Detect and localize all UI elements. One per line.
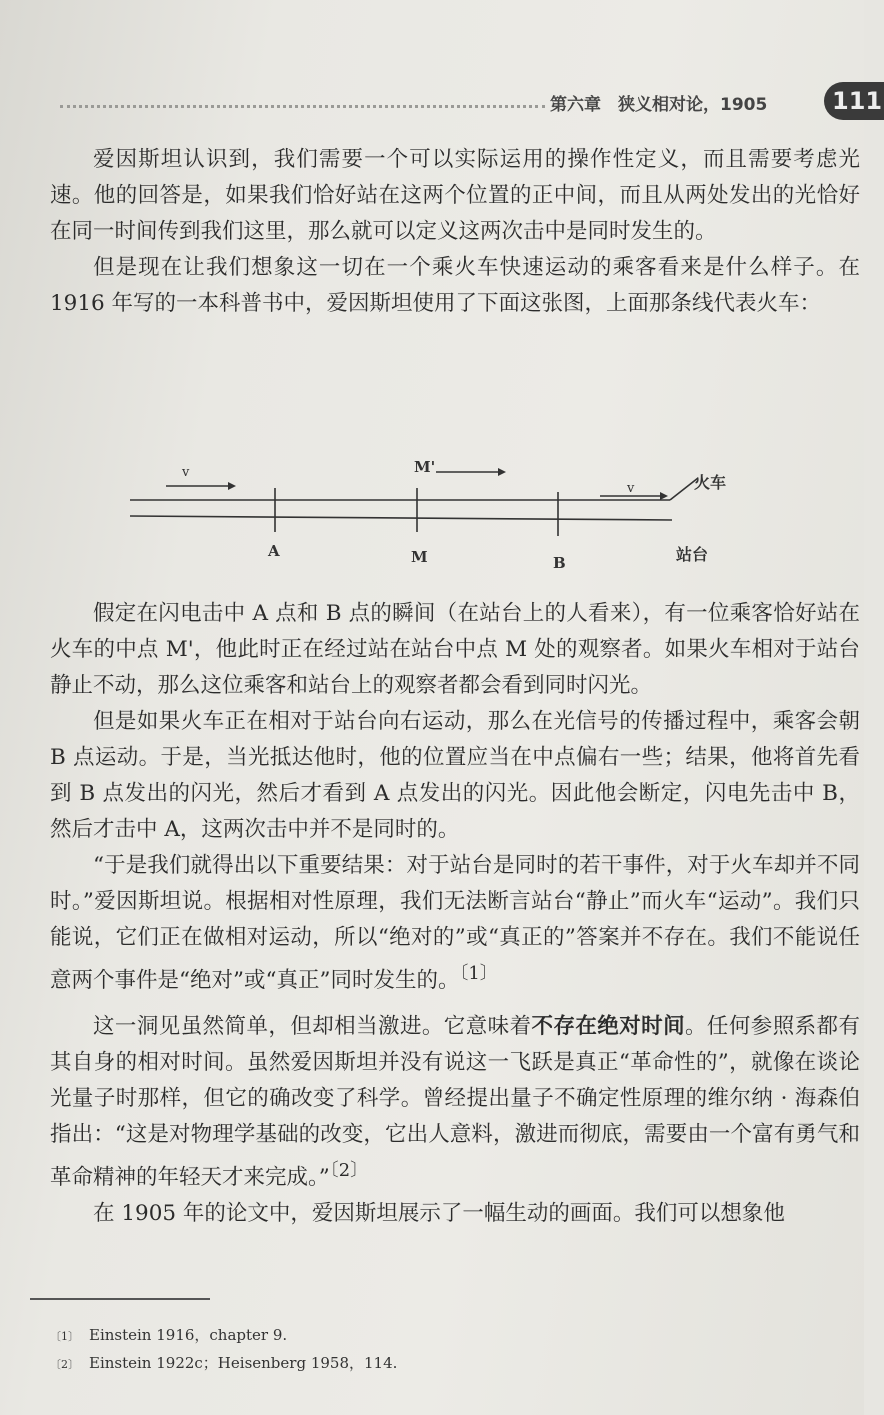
label-m-prime: M' [414, 458, 436, 476]
paragraph: 但是现在让我们想象这一切在一个乘火车快速运动的乘客看来是什么样子。在 1916 年写的一本科普书中，爱因斯坦使用了下面这张图，上面那条线代表火车： [50, 255, 860, 316]
footnote-ref-2[interactable]: 〔2〕 [329, 1160, 368, 1182]
page-number: 111 [824, 82, 884, 120]
paragraph-text: 。任何参照系都有其自身的相对时间。虽然爱因斯坦并没有说这一飞跃是真正“革命性的”，就像在谈论光量子时那样，但它的确改变了科学。曾经提出量子不确定性原理的维尔纳 · 海森伯指出：“这是对物理学基础的改变，它出人意料，激进而彻底，需要由一个富有勇气和革命精神的年轻天才来完成。” [50, 1014, 860, 1191]
footnote-rule [30, 1298, 210, 1300]
header-dotted-rule [60, 105, 545, 108]
paragraph-text: 这一洞见虽然简单，但却相当激进。它意味着 [93, 1014, 532, 1040]
paragraph: 但是如果火车正在相对于站台向右运动，那么在光信号的传播过程中，乘客会朝 B 点运动。于是，当光抵达他时，他的位置应当在中点偏右一些；结果，他将首先看到 B 点发出的闪光，然后才看到 A 点发出的闪光。因此他会断定，闪电先击中 B，然后才击中 A，这两次击中并不是同时的。 [50, 709, 860, 842]
figure-diagram [120, 452, 740, 592]
paragraph: 爱因斯坦认识到，我们需要一个可以实际运用的操作性定义，而且需要考虑光速。他的回答是，如果我们恰好站在这两个位置的正中间，而且从两处发出的光恰好在同一时间传到我们这里，那么就可以定义这两次击中是同时发生的。 [50, 147, 860, 244]
train-platform-figure [120, 452, 740, 592]
label-a: A [268, 542, 280, 560]
running-title: 第六章 狭义相对论，1905 [550, 95, 768, 115]
footnotes [50, 1322, 750, 1378]
paragraph: 假定在闪电击中 A 点和 B 点的瞬间（在站台上的人看来），有一位乘客恰好站在火车的中点 M'，他此时正在经过站在站台中点 M 处的观察者。如果火车相对于站台静止不动，那么这位乘客和站台上的观察者都会看到同时闪光。 [50, 601, 860, 698]
label-platform: 站台 [676, 545, 709, 564]
running-header [60, 82, 883, 122]
label-v-right: v [627, 481, 635, 496]
label-m: M [411, 548, 428, 566]
paragraph [50, 848, 860, 999]
paragraph: 在 1905 年的论文中，爱因斯坦展示了一幅生动的画面。我们可以想象他 [93, 1201, 785, 1227]
footnote-text: Einstein 1922c；Heisenberg 1958，114. [89, 1354, 398, 1372]
label-v-left: v [182, 465, 190, 480]
paragraph-text: “于是我们就得出以下重要结果：对于站台是同时的若干事件，对于火车却并不同时。”爱因斯坦说。根据相对性原理，我们无法断言站台“静止”而火车“运动”。我们只能说，它们正在做相对运动，所以“绝对的”或“真正的”答案并不存在。我们不能说任意两个事件是“绝对”或“真正”同时发生的。 [50, 853, 860, 994]
body-text-bottom [50, 596, 860, 1232]
arrowhead-mprime [498, 468, 506, 476]
arrowhead-left [228, 482, 236, 490]
footnote-item [50, 1322, 750, 1350]
platform-line [130, 516, 672, 520]
footnote-ref-1[interactable]: 〔1〕 [459, 963, 498, 984]
arrowhead-right [660, 492, 668, 500]
label-b: B [553, 554, 566, 572]
label-train: 火车 [694, 473, 727, 492]
footnote-text: Einstein 1916，chapter 9. [89, 1326, 288, 1344]
body-text-top [50, 142, 860, 322]
footnote-item [50, 1350, 750, 1378]
paragraph [50, 1009, 860, 1196]
emphasis-text: 不存在绝对时间 [531, 1014, 685, 1040]
footnote-mark: 〔1〕 [50, 1330, 79, 1343]
footnote-mark: 〔2〕 [50, 1358, 79, 1371]
